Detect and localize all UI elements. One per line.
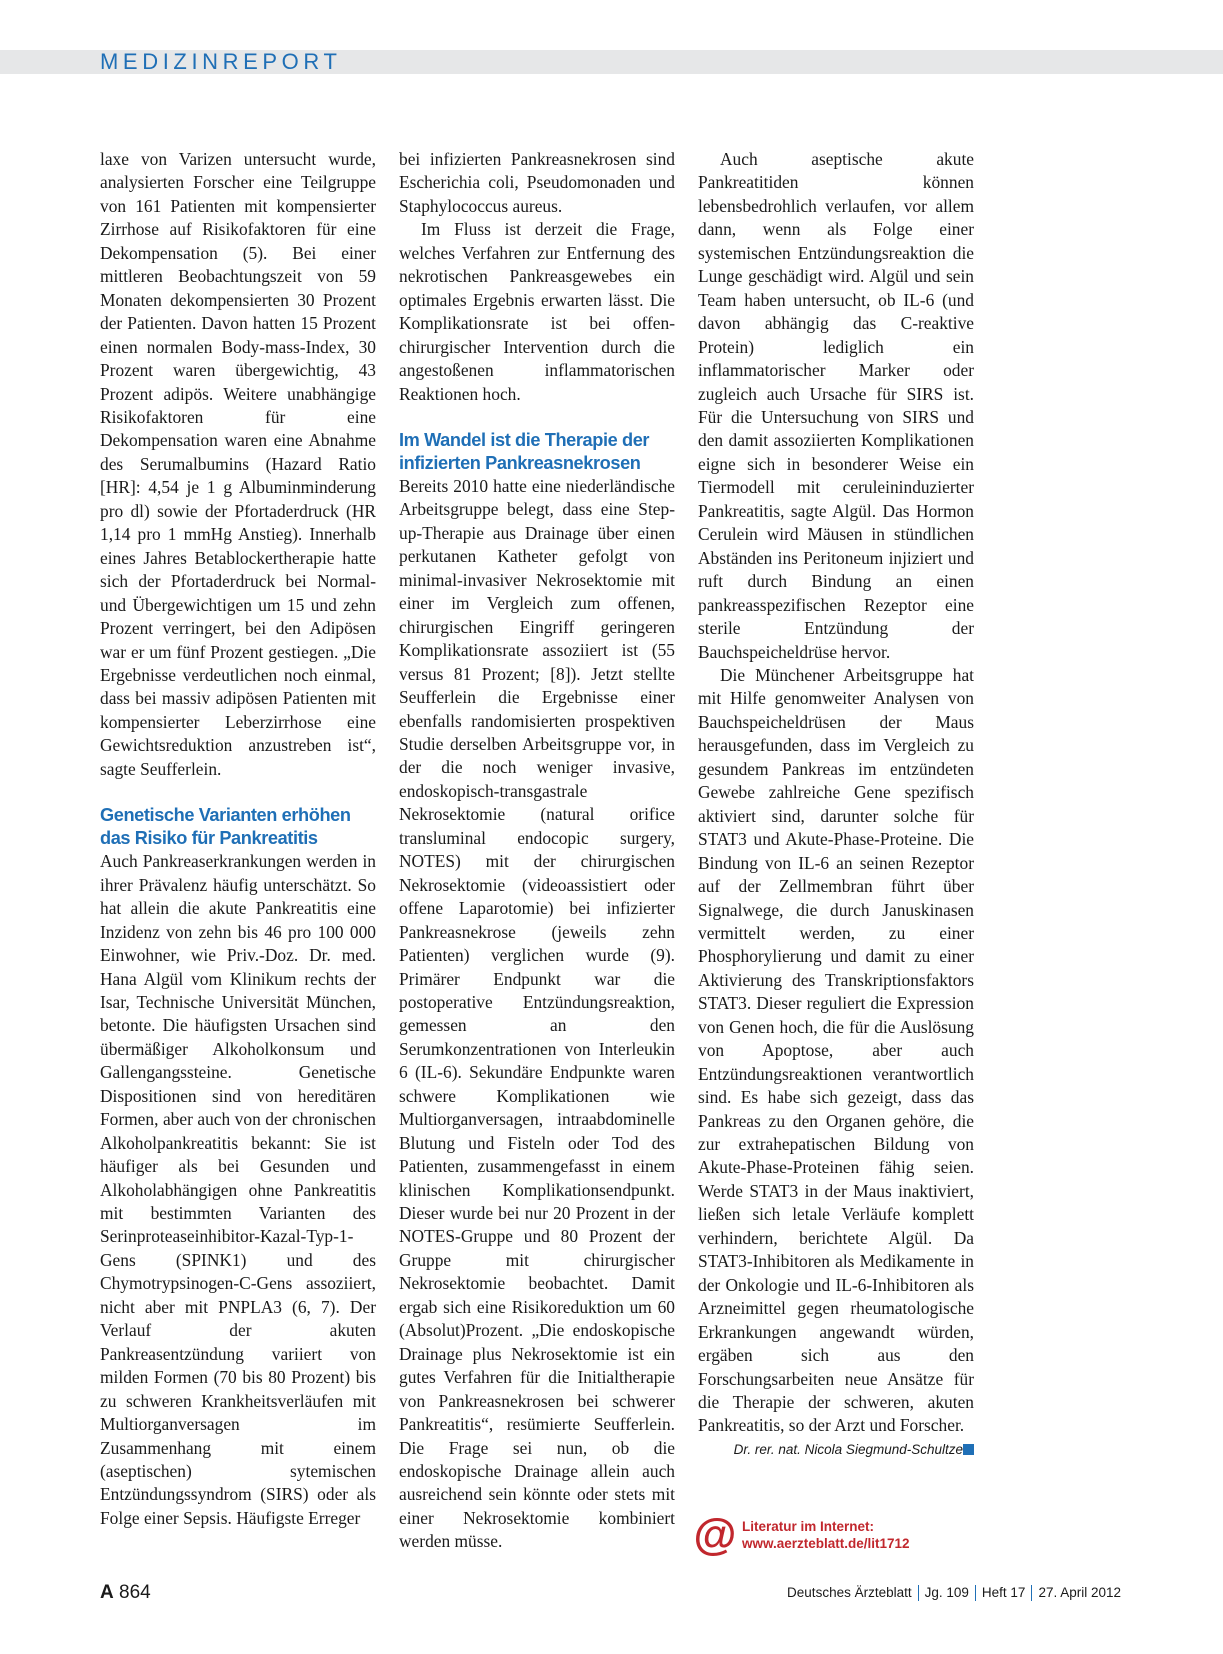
literature-text[interactable] bbox=[742, 1518, 910, 1552]
journal-name: Deutsches Ärzteblatt bbox=[787, 1585, 912, 1600]
literature-label: Literatur im Internet: bbox=[742, 1519, 875, 1534]
separator bbox=[975, 1585, 976, 1601]
paragraph: Auch Pankreaserkrankungen werden in ihrer Prävalenz häufig unterschätzt. So hat allein die akute Pankreatitis eine Inzidenz von zehn bis 46 pro 100 000 Einwohner, wie Priv.-Doz. Dr. med. Hana Algül vom Klinikum rechts der Isar, Technische Universität München, betonte. Die häufigsten Ursachen sind übermäßiger Alkoholkonsum und Gallengangssteine. Genetische Dispositionen sind von hereditären Formen, aber auch von der chronischen Alkoholpankreatitis bekannt: Sie ist häufiger als bei Gesunden und Alkoholabhängigen ohne Pankreatitis mit bestimmten Varianten des Serinproteaseinhibitor-Kazal-Typ-1-Gens (SPINK1) und des Chymotrypsinogen-C-Gens assoziiert, nicht aber mit PNPLA3 (6, 7). Der Verlauf der akuten Pankreasentzündung variiert von milden Formen (70 bis 80 Prozent) bis zu schweren Krankheitsverläufen mit Multiorganversagen im Zusammenhang mit einem (aseptischen) sytemischen Entzündungssyndrom (SIRS) oder als Folge einer Sepsis. Häufigste Erreger bbox=[100, 851, 376, 1528]
footer-journal-info bbox=[787, 1585, 1121, 1601]
paragraph: Im Fluss ist derzeit die Frage, welches Verfahren zur Entfernung des nekrotischen Pankreasgewebes ein optimales Ergebnis erwarten lässt. Die Komplikationsrate ist bei offen-chirurgischer Intervention durch die angestoßenen inflammatorischen Reaktionen hoch. bbox=[399, 219, 675, 404]
column-2 bbox=[399, 148, 675, 1554]
author-byline: Dr. rer. nat. Nicola Siegmund-Schultze bbox=[733, 1441, 963, 1457]
subheading: Genetische Varianten erhöhen das Risiko für Pankreatitis bbox=[100, 805, 351, 849]
section-label: MEDIZINREPORT bbox=[100, 49, 342, 74]
column-3 bbox=[698, 148, 974, 1460]
end-square-icon bbox=[963, 1444, 974, 1455]
page-number bbox=[100, 1582, 151, 1604]
paragraph: laxe von Varizen untersucht wurde, analysierten Forscher eine Teilgruppe von 161 Patienten mit kompensierter Zirrhose auf Risikofaktoren für eine Dekompensation (5). Bei einer mittleren Beobachtungszeit von 59 Monaten dekompensierten 30 Prozent der Patienten. Davon hatten 15 Prozent einen normalen Body-mass-Index, 30 Prozent waren übergewichtig, 43 Prozent adipös. Weitere unabhängige Risikofaktoren für eine Dekompensation waren eine Abnahme des Serumalbumins (Hazard Ratio [HR]: 4,54 je 1 g Albuminminderung pro dl) sowie der Pfortaderdruck (HR 1,14 pro 1 mmHg Anstieg). Innerhalb eines Jahres Betablockertherapie hatte sich der Pfortaderdruck bei Normal- und Übergewichtigen um 15 und zehn Prozent verringert, bei den Adipösen war er um fünf Prozent gestiegen. „Die Ergebnisse verdeutlichen noch einmal, dass bei massiv adipösen Patienten mit kompensierter Leberzirrhose eine Gewichtsreduktion anzustreben ist“, sagte Seufferlein. bbox=[100, 149, 376, 779]
paragraph: Auch aseptische akute Pankreatitiden können lebensbedrohlich verlaufen, vor allem dann, wenn als Folge einer systemischen Entzündungsreaktion die Lunge geschädigt wird. Algül und sein Team haben untersucht, ob IL-6 (und davon abhängig das C-reaktive Protein) lediglich ein inflammatorischer Marker oder zugleich auch Ursache für SIRS ist. Für die Untersuchung von SIRS und den damit assoziierten Komplikationen eigne sich in besonderer Weise ein Tiermodell mit ceruleininduzierter Pankreatitis, sagte Algül. Das Hormon Cerulein wird Mäusen in stündlichen Abständen ins Peritoneum injiziert und ruft durch Bindung an einen pankreasspezifischen Rezeptor eine sterile Entzündung der Bauchspeicheldrüse hervor. bbox=[698, 149, 974, 662]
page-prefix: A bbox=[100, 1582, 114, 1603]
paragraph: bei infizierten Pankreasnekrosen sind Escherichia coli, Pseudomonaden und Staphylococcus aureus. bbox=[399, 149, 675, 216]
literature-url[interactable]: www.aerzteblatt.de/lit1712 bbox=[742, 1536, 910, 1551]
column-1 bbox=[100, 148, 376, 1530]
literature-link-box[interactable] bbox=[693, 1510, 910, 1559]
page-number-value: 864 bbox=[119, 1582, 151, 1603]
subheading: Im Wandel ist die Therapie der infizierten Pankreasnekrosen bbox=[399, 429, 650, 473]
issue: Heft 17 bbox=[981, 1585, 1026, 1600]
at-sign-icon: @ bbox=[693, 1510, 737, 1559]
paragraph: Bereits 2010 hatte eine niederländische Arbeitsgruppe belegt, dass eine Step-up-Therapie aus Drainage über einen perkutanen Katheter gefolgt von minimal-invasiver Nekrosektomie mit einer im Vergleich zum offenen, chirurgischen Eingriff geringeren Komplikationsrate assoziiert ist (55 versus 81 Prozent; [8]). Jetzt stellte Seufferlein die Ergebnisse einer ebenfalls randomisierten prospektiven Studie derselben Arbeitsgruppe vor, in der die noch weniger invasive, endoskopisch-transgastrale Nekrosektomie (natural orifice transluminal endocopic surgery, NOTES) mit der chirurgischen Nekrosektomie (videoassistiert oder offene Laparotomie) bei infizierter Pankreasnekrose (jeweils zehn Patienten) verglichen wurde (9). Primärer Endpunkt war die postoperative Entzündungsreaktion, gemessen an den Serumkonzentrationen von Interleukin 6 (IL-6). Sekundäre Endpunkte waren schwere Komplikationen wie Multiorganversagen, intraabdominelle Blutung und Fisteln oder Tod des Patienten, zusammengefasst in einem klinischen Komplikationsendpunkt. Dieser wurde bei nur 20 Prozent in der NOTES-Gruppe und 80 Prozent der Gruppe mit chirurgischer Nekrosektomie beobachtet. Damit ergab sich eine Risikoreduktion um 60 (Absolut)Prozent. „Die endoskopische Drainage plus Nekrosektomie ist ein gutes Verfahren für die Initialtherapie von Pankreasnekrosen bei schwerer Pankreatitis“, resümierte Seufferlein. Die Frage sei nun, ob die endoskopische Drainage allein auch ausreichend sein könnte oder stets mit einer Nekrosektomie kombiniert werden müsse. bbox=[399, 475, 675, 1552]
paragraph-text: Die Münchener Arbeitsgruppe hat mit Hilfe genomweiter Analysen von Bauchspeicheldrüsen der Maus herausgefunden, dass im Vergleich zu gesundem Pankreas im entzündeten Gewebe zahlreiche Gene spezifisch aktiviert sind, darunter solche für STAT3 und Akute-Phase-Proteine. Die Bindung von IL-6 an seinen Rezeptor auf der Zellmembran führt über Signalwege, die durch Januskinasen vermittelt werden, zu einer Phosphorylierung und damit zu einer Aktivierung des Transkriptionsfaktors STAT3. Dieser reguliert die Expression von Genen hoch, die für die Auslösung von Apoptose, aber auch Entzündungsreaktionen verantwortlich sind. Es habe sich gezeigt, dass das Pankreas zu den Organen gehöre, die zur extrahepatischen Bildung von Akute-Phase-Proteinen fähig seien. Werde STAT3 in der Maus inaktiviert, ließen sich letale Verläufe komplett verhindern, berichtete Algül. Da STAT3-Inhibitoren als Medikamente in der Onkologie und IL-6-Inhibitoren als Arzneimittel gegen rheumatologische Erkrankungen angewandt würden, ergäben sich aus den Forschungsarbeiten neue Ansätze für die Therapie der schweren, akuten Pankreatitis, so der Arzt und Forscher. bbox=[698, 664, 974, 1436]
separator bbox=[1031, 1585, 1032, 1601]
date: 27. April 2012 bbox=[1038, 1585, 1121, 1600]
paragraph-last bbox=[698, 664, 974, 1438]
volume: Jg. 109 bbox=[924, 1585, 969, 1600]
separator bbox=[918, 1585, 919, 1601]
